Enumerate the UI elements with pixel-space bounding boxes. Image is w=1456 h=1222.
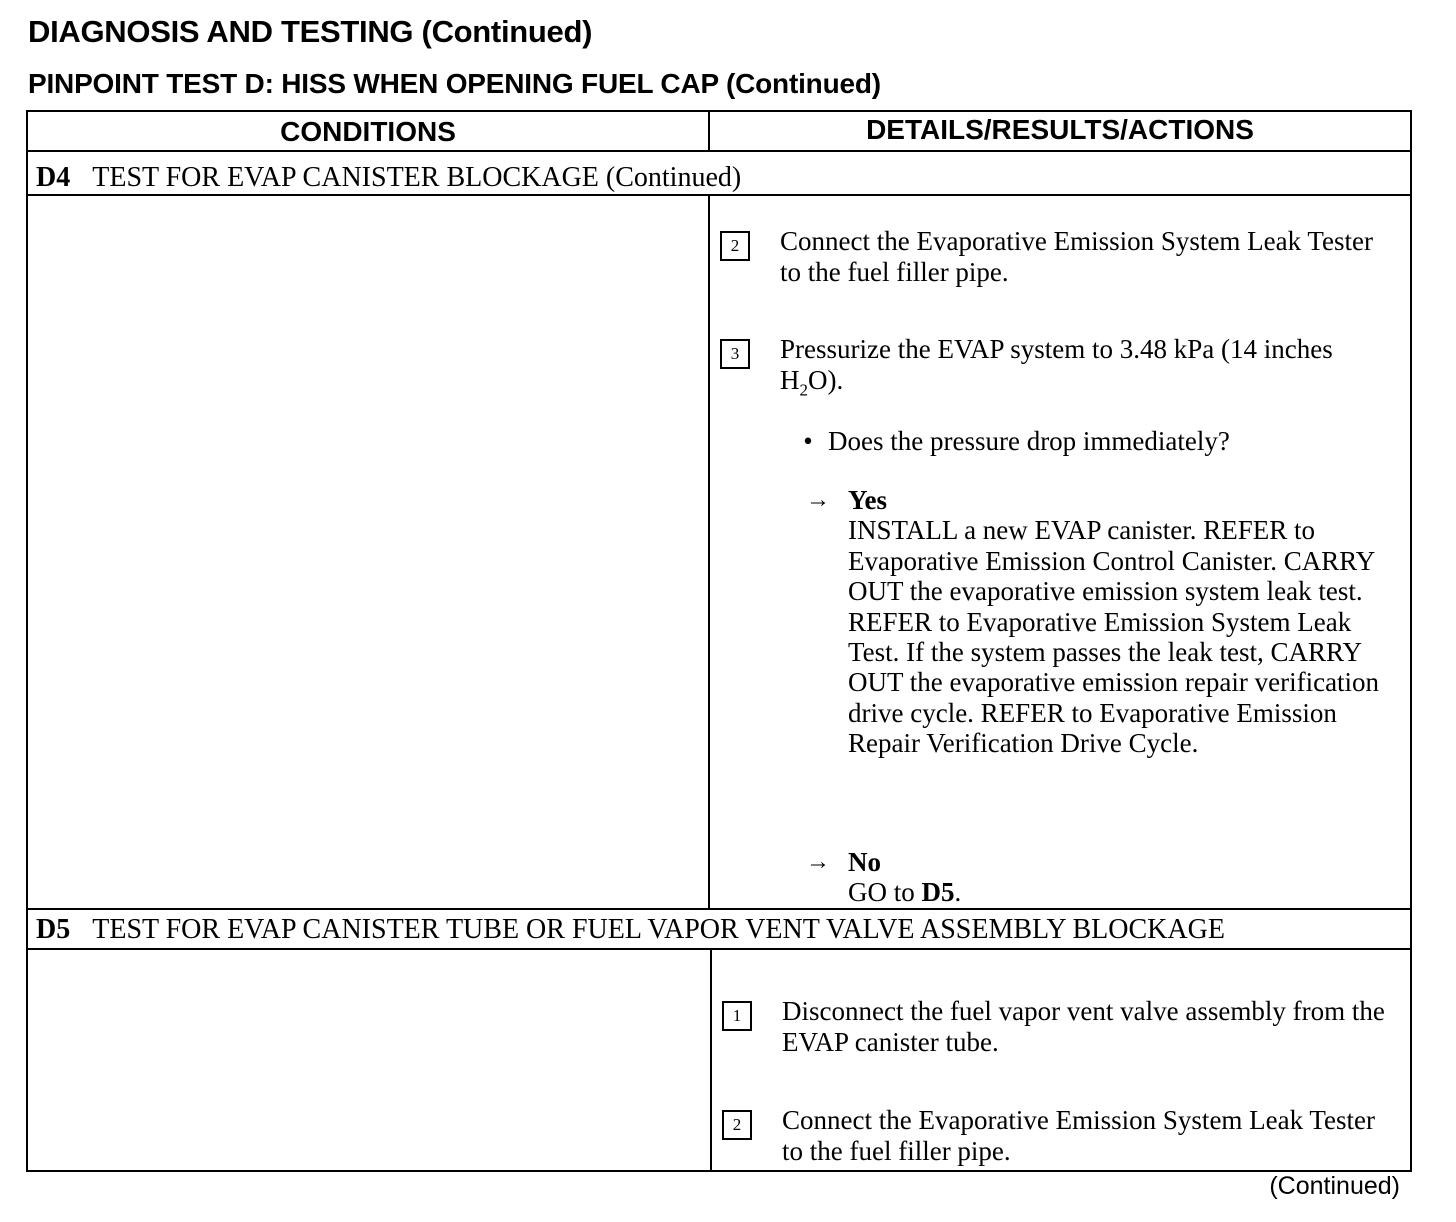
continued-footer: (Continued): [1269, 1172, 1400, 1200]
column-divider-d5: [710, 950, 712, 1172]
no-action-target: D5: [921, 877, 955, 908]
yes-action-text: INSTALL a new EVAP canister. REFER to Evaporative Emission Control Canister. CARRY OUT the evaporative emission system leak test. REFER to Evaporative Emission System Leak Test. If the system passes the leak test, CARRY OUT the evaporative emission repair verification drive cycle. REFER to Evaporative Emission Repair Verification Drive Cycle.: [848, 515, 1380, 759]
no-action-prefix: GO to: [848, 877, 922, 908]
step-number-box: 1: [722, 1001, 752, 1031]
column-divider-d4: [708, 196, 710, 908]
pinpoint-test-table: [26, 110, 1412, 1172]
step-text: Connect the Evaporative Emission System Leak Tester to the fuel filler pipe.: [780, 226, 1373, 287]
arrow-right-icon: →: [806, 849, 830, 875]
question-text: Does the pressure drop immediately?: [828, 426, 1230, 456]
no-action-suffix: .: [954, 877, 962, 908]
no-label: No: [848, 847, 881, 877]
pinpoint-test-title: PINPOINT TEST D: HISS WHEN OPENING FUEL CAP (Continued): [28, 68, 881, 99]
d4-step-2: [720, 226, 1400, 288]
step-text-part: O).: [808, 365, 844, 395]
subscript-2: 2: [799, 380, 808, 400]
d4-step-title: TEST FOR EVAP CANISTER BLOCKAGE (Continued): [92, 162, 742, 193]
step-text: [780, 334, 1400, 405]
d4-yes-answer: [788, 485, 1400, 759]
arrow-right-icon: →: [806, 487, 830, 513]
d4-title-divider: [28, 194, 1410, 196]
header-divider: [28, 150, 1410, 152]
details-column-header: DETAILS/RESULTS/ACTIONS: [866, 114, 1254, 145]
step-number-box: 3: [720, 339, 750, 369]
d4-question: [788, 426, 1388, 457]
d4-step-heading: [36, 162, 741, 194]
d4-step-id: D4: [36, 162, 71, 193]
bullet-icon: •: [803, 426, 813, 456]
d5-step-heading: [36, 914, 1225, 946]
d5-step-2: [722, 1105, 1402, 1167]
d5-step-1: [722, 996, 1402, 1058]
step-number-box: 2: [722, 1110, 752, 1140]
d5-step-title: TEST FOR EVAP CANISTER TUBE OR FUEL VAPOR VENT VALVE ASSEMBLY BLOCKAGE: [92, 914, 1225, 945]
conditions-column-header: CONDITIONS: [280, 116, 456, 147]
step-text: Connect the Evaporative Emission System Leak Tester to the fuel filler pipe.: [782, 1105, 1375, 1166]
d5-title-divider: [28, 948, 1410, 950]
yes-label: Yes: [848, 485, 887, 515]
d4-no-answer: [788, 847, 1400, 908]
d4-step-3: [720, 334, 1400, 405]
step-number-box: 2: [720, 231, 750, 261]
section-title: DIAGNOSIS AND TESTING (Continued): [28, 14, 593, 49]
step-text: Disconnect the fuel vapor vent valve assembly from the EVAP canister tube.: [782, 996, 1385, 1057]
step-text-part: Pressurize the EVAP system to 3.48 kPa (14 inches H: [780, 334, 1333, 395]
d5-top-divider: [28, 908, 1410, 910]
d5-step-id: D5: [36, 914, 71, 945]
